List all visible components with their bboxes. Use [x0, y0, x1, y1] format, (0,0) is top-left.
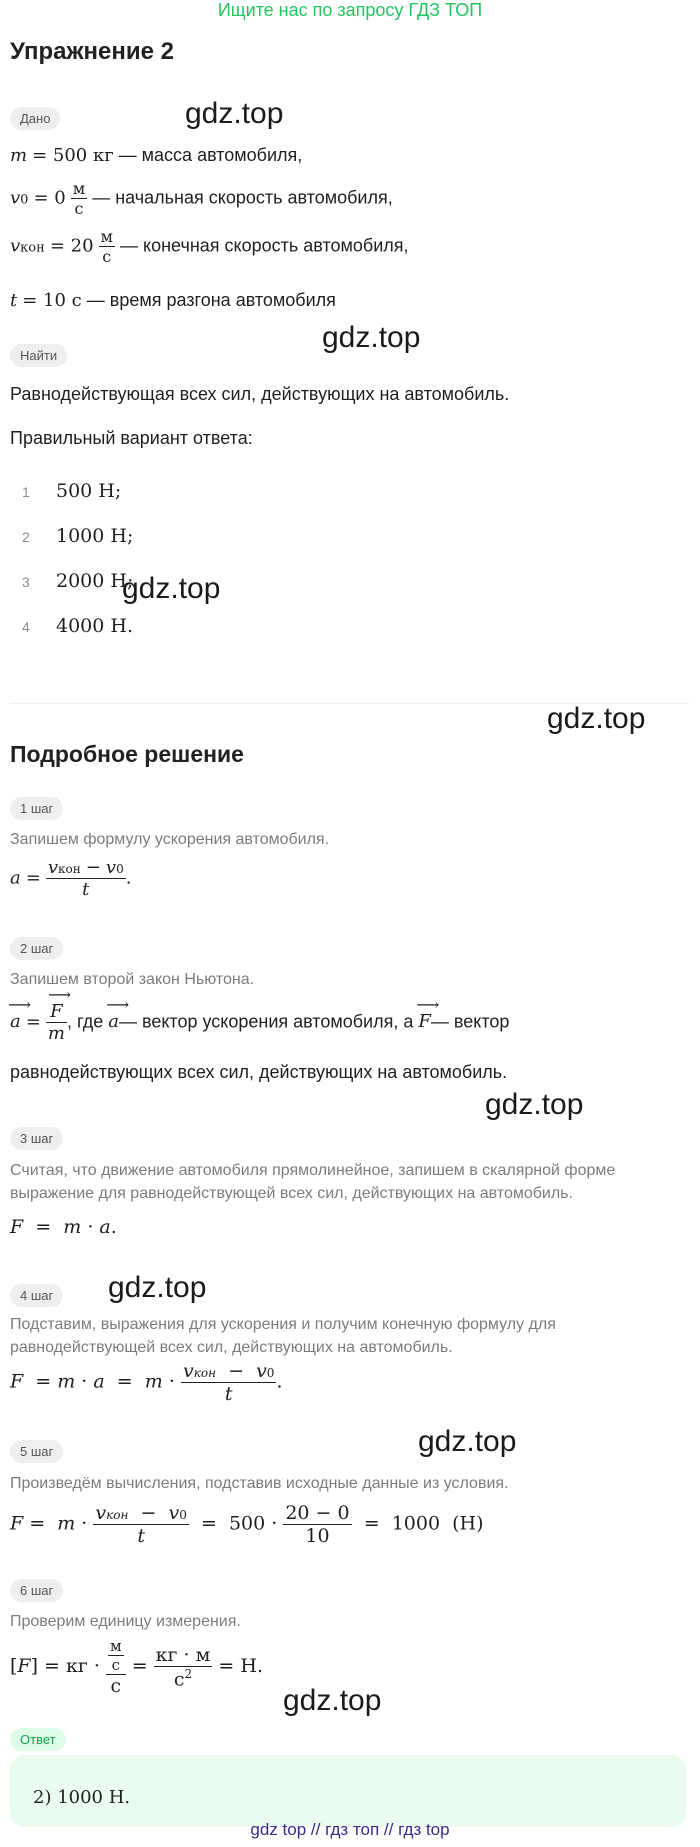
- step-text: Подставим, выражения для ускорения и получим конечную формулу для равнодействующей всех сил, действующих на автомобиль.: [10, 1316, 556, 1356]
- step-badge: 2 шаг: [10, 937, 63, 960]
- list-item: 4 4000 Н.: [22, 615, 134, 637]
- given-badge: Дано: [10, 107, 60, 130]
- formula-units: [F] = кг · $\frac{\frac{м}{с}}{с}$ = $\frac{кг \cdot м}{с^2}$ = Н.: [10, 1637, 263, 1697]
- formula-acceleration: a = $\frac{\text{vкон − v0}}{t}$ .: [10, 857, 132, 900]
- given-v0: v0 = 0 $\frac{м}{с}$ — начальная скорость автомобиля,: [10, 179, 393, 218]
- step-badge: 6 шаг: [10, 1579, 63, 1602]
- formula-force: F = m · a.: [10, 1216, 117, 1238]
- find-badge: Найти: [10, 344, 67, 367]
- watermark: gdz.top: [418, 1425, 517, 1458]
- watermark: gdz.top: [547, 702, 646, 735]
- watermark: gdz.top: [283, 1684, 382, 1717]
- footer-links[interactable]: gdz top // гдз топ // гдз top: [250, 1820, 450, 1839]
- watermark: gdz.top: [185, 97, 284, 130]
- options-label: Правильный вариант ответа:: [10, 428, 253, 448]
- step-text: Запишем формулу ускорения автомобиля.: [10, 831, 330, 848]
- step-text: Произведём вычисления, подставив исходные данные из условия.: [10, 1475, 509, 1492]
- watermark: gdz.top: [485, 1088, 584, 1121]
- step-badge: 5 шаг: [10, 1440, 63, 1463]
- formula-newton: ⟶ a = ⟶ $\frac{F}{m}$ , где ⟶ a— вектор ускорения автомобиля, а ⟶ F— вектор: [10, 1001, 509, 1044]
- formula-final: F = m · a = m · $\frac{\text{vкон − v0}}{t}$ .: [10, 1360, 283, 1405]
- watermark: gdz.top: [322, 321, 421, 354]
- step2-line2: равнодействующих всех сил, действующих на автомобиль.: [10, 1062, 508, 1082]
- top-banner[interactable]: Ищите нас по запросу ГДЗ ТОП: [217, 0, 483, 20]
- step-badge: 1 шаг: [10, 797, 63, 820]
- watermark: gdz.top: [122, 572, 221, 605]
- formula-calc: F = m · $\frac{\text{vкон − v0}}{t}$ = 500 · $\frac{20 - 0}{10}$ = 1000 (Н): [10, 1502, 484, 1547]
- answer-badge: Ответ: [10, 1728, 66, 1751]
- list-item: 2 1000 Н;: [22, 525, 134, 547]
- given-mass: m = 500 кг — масса автомобиля,: [10, 145, 303, 166]
- given-time: t = 10 с — время разгона автомобиля: [10, 290, 336, 311]
- options-list: [22, 480, 133, 660]
- page-title: Упражнение 2: [10, 38, 174, 65]
- step-text: Считая, что движение автомобиля прямолинейное, запишем в скалярной форме выражение для равнодействующей всех сил, действующих на автомобиль.: [10, 1162, 616, 1202]
- step-badge: 3 шаг: [10, 1127, 63, 1150]
- list-item: 1 500 Н;: [22, 480, 122, 502]
- solution-title: Подробное решение: [10, 741, 244, 767]
- step-text: Запишем второй закон Ньютона.: [10, 971, 255, 988]
- given-vkon: vкон = 20 $\frac{м}{с}$ — конечная скорость автомобиля,: [10, 227, 409, 266]
- answer-text: 2) 1000 Н.: [33, 1787, 131, 1808]
- step-text: Проверим единицу измерения.: [10, 1613, 241, 1630]
- step-badge: 4 шаг: [10, 1284, 63, 1307]
- find-text: Равнодействующая всех сил, действующих на автомобиль.: [10, 384, 510, 404]
- watermark: gdz.top: [108, 1271, 207, 1304]
- list-item: 3 2000 Н;: [22, 570, 134, 592]
